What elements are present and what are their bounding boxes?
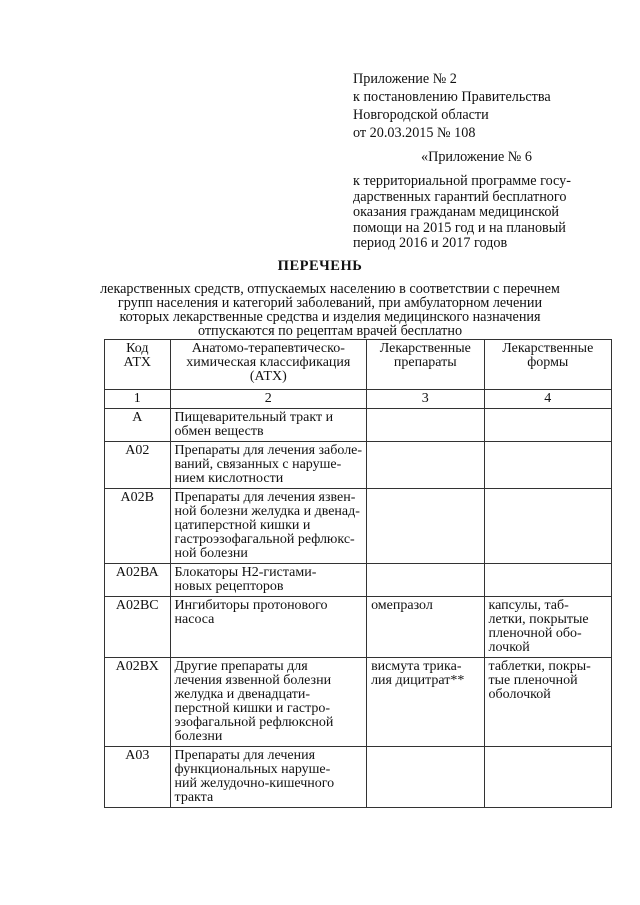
form-cell <box>484 409 611 442</box>
cell-text-line: капсулы, таб- <box>488 598 569 613</box>
header-drugs <box>367 340 484 390</box>
drug-cell <box>367 658 484 747</box>
table-header-row <box>105 340 612 390</box>
appendix6-line: оказания гражданам медицинской <box>353 204 560 220</box>
cell-text-line: Блокаторы Н2-гистами- <box>174 565 317 580</box>
header-text: (АТХ) <box>249 369 287 384</box>
cell-text-line: висмута трика- <box>371 659 462 674</box>
classification-cell <box>170 564 367 597</box>
appendix6-line: дарственных гарантий бесплатного <box>353 188 567 205</box>
table-row <box>105 442 612 489</box>
document-heading: ПЕРЕЧЕНЬ <box>277 258 363 274</box>
column-number: 1 <box>105 390 171 409</box>
atc-code-cell: А02ВС <box>105 597 171 658</box>
cell-text-line: тые пленочной <box>488 673 578 688</box>
atc-code-cell: А02 <box>105 442 171 489</box>
atc-code-cell: А02ВХ <box>105 658 171 747</box>
header-text: АТХ <box>123 355 152 370</box>
header-text: формы <box>527 355 569 370</box>
cell-text-line: Ингибиторы протонового <box>174 598 328 613</box>
cell-text-line: лия дицитрат** <box>371 673 465 688</box>
header-forms <box>484 340 611 390</box>
form-cell <box>484 564 611 597</box>
atc-code-cell: А02ВА <box>105 564 171 597</box>
classification-cell <box>170 409 367 442</box>
form-cell <box>484 597 611 658</box>
cell-text-line: функциональных наруше- <box>174 762 331 777</box>
subtitle-line: отпускаются по рецептам врачей бесплатно <box>197 323 463 339</box>
cell-text-line: перстной кишки и гастро- <box>174 701 331 716</box>
drug-cell <box>367 747 484 808</box>
cell-text-line: обмен веществ <box>174 424 264 439</box>
classification-cell <box>170 489 367 564</box>
cell-text-line: гастроэзофагальной рефлюкс- <box>174 532 355 547</box>
cell-text-line: ний желудочно-кишечного <box>174 776 335 791</box>
drug-cell <box>367 564 484 597</box>
drug-cell <box>367 409 484 442</box>
column-number-row <box>105 390 612 409</box>
appendix-line: Приложение № 2 <box>353 71 457 87</box>
cell-text-line: лочкой <box>488 640 530 655</box>
cell-text-line: оболочкой <box>488 687 551 702</box>
form-cell <box>484 658 611 747</box>
table-row <box>105 564 612 597</box>
header-text: Лекарственные <box>379 341 471 356</box>
cell-text-line: Препараты для лечения заболе- <box>174 443 363 458</box>
table-row <box>105 747 612 808</box>
cell-text-line: Пищеварительный тракт и <box>174 410 334 425</box>
appendix6-line: помощи на 2015 год и на плановый <box>353 219 566 236</box>
table-row <box>105 597 612 658</box>
atc-code-cell: А02В <box>105 489 171 564</box>
cell-text-line: эзофагальной рефлюксной <box>174 715 334 730</box>
cell-text-line: цатиперстной кишки и <box>174 518 311 533</box>
header-text: препараты <box>393 355 457 370</box>
subtitle-line: которых лекарственные средства и изделия медицинского назначения <box>119 309 541 325</box>
cell-text-line: новых рецепторов <box>174 579 284 594</box>
cell-text-line: омепразол <box>371 598 433 613</box>
subtitle-line: групп населения и категорий заболеваний, при амбулаторном лечении <box>117 295 543 311</box>
form-cell <box>484 747 611 808</box>
cell-text-line: летки, покрытые <box>488 612 589 627</box>
cell-text-line: нием кислотности <box>174 471 284 486</box>
classification-cell <box>170 442 367 489</box>
appendix-line: Новгородской области <box>353 107 489 123</box>
classification-cell <box>170 658 367 747</box>
document-subtitle <box>60 282 600 338</box>
form-cell <box>484 442 611 489</box>
drug-cell <box>367 597 484 658</box>
header-text: Код <box>126 341 149 356</box>
cell-text-line: ной болезни <box>174 546 248 561</box>
appendix6-title: «Приложение № 6 <box>421 149 532 165</box>
cell-text-line: Препараты для лечения язвен- <box>174 490 356 505</box>
form-cell <box>484 489 611 564</box>
header-classification <box>170 340 367 390</box>
header-text: химическая классификация <box>186 355 351 370</box>
column-number: 4 <box>484 390 611 409</box>
appendix6-line: период 2016 и 2017 годов <box>353 235 508 251</box>
drug-cell <box>367 442 484 489</box>
appendix-block <box>353 70 551 142</box>
cell-text-line: болезни <box>174 729 223 744</box>
column-number: 3 <box>367 390 484 409</box>
appendix-line: к постановлению Правительства <box>353 89 551 105</box>
cell-text-line: пленочной обо- <box>488 626 582 641</box>
column-number: 2 <box>170 390 367 409</box>
drug-list-table <box>104 339 612 808</box>
header-text: Лекарственные <box>502 341 594 356</box>
header-text: Анатомо-терапевтическо- <box>191 341 345 356</box>
cell-text-line: тракта <box>174 790 214 805</box>
classification-cell <box>170 747 367 808</box>
atc-code-cell: А03 <box>105 747 171 808</box>
cell-text-line: ной болезни желудка и двенад- <box>174 504 360 519</box>
appendix6-line: к территориальной программе госу- <box>353 173 571 189</box>
appendix6-block <box>353 148 603 252</box>
subtitle-line: лекарственных средств, отпускаемых населению в соответствии с перечнем <box>100 281 560 297</box>
table-row <box>105 409 612 442</box>
classification-cell <box>170 597 367 658</box>
cell-text-line: Другие препараты для <box>174 659 308 674</box>
cell-text-line: ваний, связанных с наруше- <box>174 457 342 472</box>
drug-cell <box>367 489 484 564</box>
cell-text-line: желудка и двенадцати- <box>174 687 311 702</box>
table-row <box>105 658 612 747</box>
cell-text-line: Препараты для лечения <box>174 748 316 763</box>
cell-text-line: лечения язвенной болезни <box>174 673 332 688</box>
header-code <box>105 340 171 390</box>
appendix-line: от 20.03.2015 № 108 <box>353 125 476 141</box>
cell-text-line: таблетки, покры- <box>488 659 591 674</box>
table-body <box>105 340 612 808</box>
table-row <box>105 489 612 564</box>
atc-code-cell: А <box>105 409 171 442</box>
cell-text-line: насоса <box>174 612 215 627</box>
